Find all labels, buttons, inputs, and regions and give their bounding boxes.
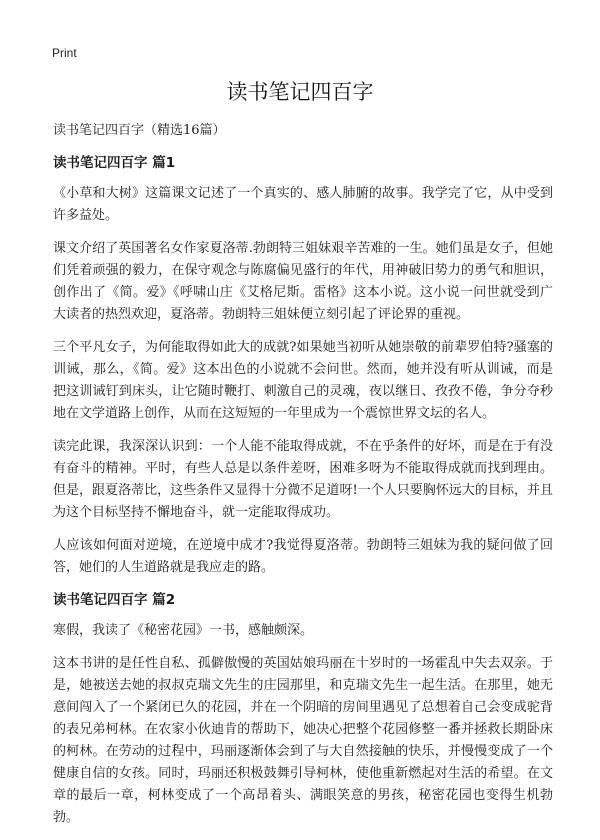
print-link[interactable]: Print <box>52 46 77 60</box>
section-heading: 读书笔记四百字 篇2 <box>53 592 176 608</box>
document-subtitle: 读书笔记四百字（精选16篇） <box>53 123 226 138</box>
paragraph: 三个平凡女子，为何能取得如此大的成就?如果她当初听从她崇敬的前辈罗伯特?骚塞的训诫，那么，《简。爱》这本出色的小说就不会问世。然而，她并没有听从训诫，而是把这训诫钉到床头，让它随时鞭打、刺激自己的灵魂，夜以继日、孜孜不倦，争分夺秒地在文学道路上创作，从而在这短短的一年里成为一个震惊世界文坛的名人。 <box>53 340 553 421</box>
paragraph: 《小草和大树》这篇课文记述了一个真实的、感人肺腑的故事。我学完了它，从中受到许多益处。 <box>53 186 553 223</box>
section-heading: 读书笔记四百字 篇1 <box>53 155 176 171</box>
paragraph: 人应该如何面对逆境，在逆境中成才?我觉得夏洛蒂。勃朗特三姐妹为我的疑问做了回答，她们的人生道路就是我应走的路。 <box>53 538 553 575</box>
page-title: 读书笔记四百字 <box>226 80 374 104</box>
paragraph: 寒假，我读了《秘密花园》一书，感触颇深。 <box>53 623 314 638</box>
document-body <box>53 121 553 840</box>
paragraph: 读完此课，我深深认识到：一个人能不能取得成就，不在乎条件的好坏，而是在于有没有奋斗的精神。平时，有些人总是以条件差呀，困难多呀为不能取得成就而找到理由。但是，跟夏洛蒂比，这些条件又显得十分微不足道呀!一个人只要胸怀远大的目标，并且为这个目标坚持不懈地奋斗，就一定能取得成功。 <box>53 439 553 520</box>
paragraph: 这本书讲的是任性自私、孤僻傲慢的英国姑娘玛丽在十岁时的一场霍乱中失去双亲。于是，她被送去她的叔叔克瑞文先生的庄园那里，和克瑞文先生一起生活。在那里，她无意间闯入了一个紧闭已久的花园，并在一个阴暗的房间里遇见了总想着自己会变成驼背的表兄弟柯林。在农家小伙迪肯的帮助下，她决心把整个花园修整一番并拯救长期卧床的柯林。在劳动的过程中，玛丽逐渐体会到了与大自然接触的快乐，并慢慢变成了一个健康自信的女孩。同时，玛丽还积极鼓舞引导柯林，使他重新燃起对生活的希望。在文章的最后一章，柯林变成了一个高昂着头、满眼笑意的男孩，秘密花园也变得生机勃勃。 <box>53 656 553 825</box>
paragraph: 课文介绍了英国著名女作家夏洛蒂.勃朗特三姐妹艰辛苦难的一生。她们虽是女子，但她们凭着顽强的毅力，在保守观念与陈腐偏见盛行的年代，用神破旧势力的勇气和胆识，创作出了《简。爱》《呼啸山庄《艾格尼斯。雷格》这本小说。这小说一问世就受到广大读者的热烈欢迎，夏洛蒂。勃朗特三姐妹便立刻引起了评论界的重视。 <box>53 241 553 322</box>
section-2 <box>53 590 553 829</box>
section-1 <box>53 153 553 579</box>
